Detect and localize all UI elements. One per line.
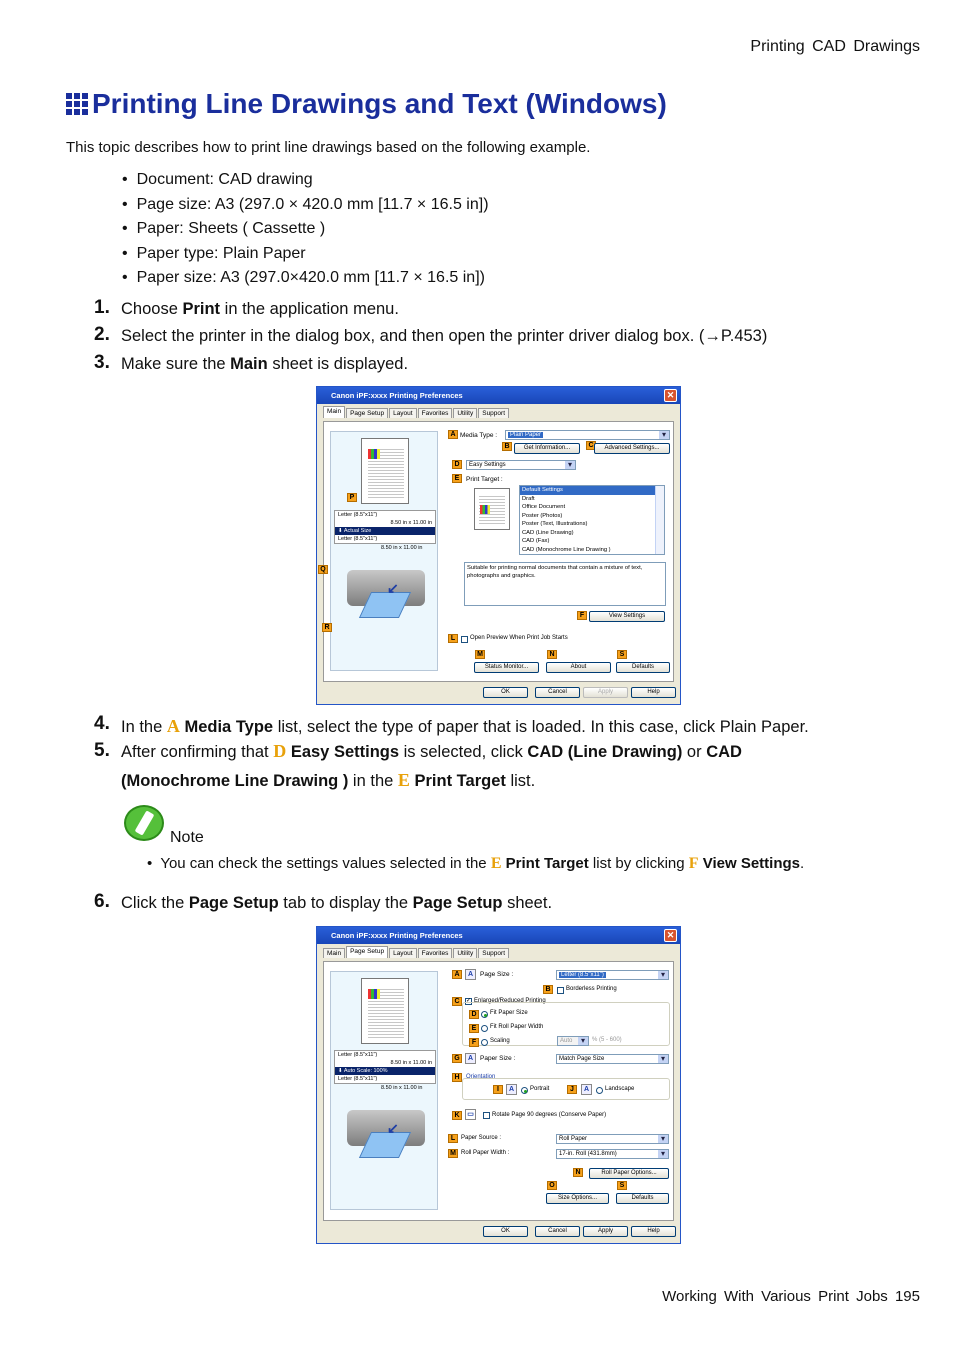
tab-page-setup[interactable]: Page Setup xyxy=(346,946,388,958)
callout-l: L xyxy=(448,1134,458,1143)
portrait-icon: A xyxy=(506,1084,517,1095)
step-text: is selected, click xyxy=(399,743,528,761)
callout-d: D xyxy=(452,460,462,469)
apply-button[interactable]: Apply xyxy=(583,1226,628,1237)
defaults-button[interactable]: Defaults xyxy=(616,662,670,673)
step-text: list. xyxy=(505,772,536,790)
scaling-label: Scaling xyxy=(490,1038,510,1044)
list-item: • Page size: A3 (297.0 × 420.0 mm [11.7 × 16.5 in]) xyxy=(122,193,489,218)
callout-letter: E xyxy=(490,855,502,872)
size-row: Letter (8.5"x11") xyxy=(338,512,378,518)
callout-a: A xyxy=(452,970,462,979)
callout-n: N xyxy=(547,650,557,659)
callout-letter: F xyxy=(688,855,699,872)
tab-utility[interactable]: Utility xyxy=(453,408,477,418)
close-icon[interactable]: ✕ xyxy=(664,929,677,942)
roll-width-label: Roll Paper Width : xyxy=(461,1150,510,1156)
advanced-settings-button[interactable]: Advanced Settings... xyxy=(594,443,670,454)
note-bold: Print Target xyxy=(505,855,589,872)
fit-paper-label: Fit Paper Size xyxy=(490,1010,528,1016)
callout-c: C xyxy=(586,441,596,450)
size-row-label: Actual Size xyxy=(343,528,372,534)
step-number: 5. xyxy=(94,740,110,761)
step-bold: Media Type xyxy=(184,718,274,736)
landscape-label: Landscape xyxy=(605,1086,635,1092)
step-text: In the xyxy=(121,718,167,736)
callout-letter: D xyxy=(273,741,287,761)
dialog-title: Canon iPF:xxxx Printing Preferences xyxy=(331,931,463,940)
step-bold: Page Setup xyxy=(188,894,279,912)
page-setup-sheet xyxy=(323,961,674,1221)
tab-support[interactable]: Support xyxy=(478,948,509,958)
callout-h: H xyxy=(452,1073,462,1082)
page-preview xyxy=(361,978,409,1044)
fit-roll-radio[interactable] xyxy=(481,1025,488,1032)
rotate-label: Rotate Page 90 degrees (Conserve Paper) xyxy=(492,1112,607,1118)
callout-e: E xyxy=(452,474,462,483)
print-target-thumbnail xyxy=(474,488,510,530)
tab-strip xyxy=(323,408,510,418)
grid-icon xyxy=(66,93,88,115)
paper-size-icon: A xyxy=(465,1053,476,1064)
cancel-button[interactable]: Cancel xyxy=(535,1226,580,1237)
step-5 xyxy=(94,740,894,795)
list-item[interactable]: Default Settings xyxy=(520,486,664,495)
borderless-label: Borderless Printing xyxy=(566,986,617,992)
step-bold: CAD (Line Drawing) xyxy=(527,743,683,761)
description-box: Suitable for printing normal documents that contain a mixture of text, photographs and graphics. xyxy=(464,562,666,606)
roll-width-select[interactable]: 17-in. Roll (431.8mm) ▾ xyxy=(556,1149,669,1159)
callout-s: S xyxy=(617,1181,627,1190)
step-bold: Print Target xyxy=(414,772,506,790)
note-part: . xyxy=(800,855,805,872)
step-number: 2. xyxy=(94,324,110,345)
callout-s: S xyxy=(617,650,627,659)
status-monitor-button[interactable]: Status Monitor... xyxy=(474,662,539,673)
tab-utility[interactable]: Utility xyxy=(453,948,477,958)
get-information-button[interactable]: Get Information... xyxy=(514,443,580,454)
intro-text: This topic describes how to print line drawings based on the following example. xyxy=(66,139,591,156)
step-text: in the xyxy=(348,772,398,790)
step-text: sheet is displayed. xyxy=(267,355,409,373)
page-size-label: Page Size : xyxy=(480,971,514,978)
step-text: After confirming that xyxy=(121,743,274,761)
callout-a: A xyxy=(448,430,458,439)
media-type-label: Media Type : xyxy=(460,432,498,439)
dialog-title-bar xyxy=(317,387,680,404)
running-header: Printing CAD Drawings xyxy=(750,38,920,55)
paper-size-label: Paper Size : xyxy=(480,1055,516,1062)
callout-d: D xyxy=(469,1010,479,1019)
help-button[interactable]: Help xyxy=(631,687,676,698)
list-item[interactable]: Poster (Photos) xyxy=(522,512,563,519)
orientation-label: Orientation xyxy=(466,1074,496,1080)
callout-g: G xyxy=(452,1054,462,1063)
portrait-label: Portrait xyxy=(530,1086,550,1092)
page-preview xyxy=(361,438,409,504)
callout-l: L xyxy=(448,634,458,643)
note-part: list by clicking xyxy=(588,855,689,872)
step-text: Make sure the xyxy=(121,355,231,373)
callout-letter: A xyxy=(166,716,180,736)
scaling-spinner[interactable]: Auto ▾ xyxy=(557,1036,589,1046)
callout-m: M xyxy=(475,650,485,659)
scaling-range: % (5 - 600) xyxy=(592,1037,622,1043)
tab-layout[interactable]: Layout xyxy=(389,948,417,958)
size-row: Letter (8.5"x11") xyxy=(338,1052,378,1058)
callout-b: B xyxy=(543,985,553,994)
example-list xyxy=(122,168,489,291)
list-item: • Document: CAD drawing xyxy=(122,168,489,193)
list-item[interactable]: Draft xyxy=(522,495,535,502)
roll-paper-options-button[interactable]: Roll Paper Options... xyxy=(589,1168,669,1179)
step-bold: Print xyxy=(182,300,221,318)
view-settings-button[interactable]: View Settings xyxy=(589,611,665,622)
step-bold: (Monochrome Line Drawing ) xyxy=(121,772,349,790)
callout-n: N xyxy=(573,1168,583,1177)
tab-support[interactable]: Support xyxy=(478,408,509,418)
size-info-box xyxy=(334,1050,436,1084)
callout-letter: E xyxy=(397,770,410,790)
scaling-radio[interactable] xyxy=(481,1039,488,1046)
tab-strip xyxy=(323,948,510,958)
step-text: list, select the type of paper that is loaded. In this case, click Plain Paper. xyxy=(273,718,809,736)
printer-image: ↙ xyxy=(341,564,433,626)
ok-button[interactable]: OK xyxy=(483,687,528,698)
list-item[interactable]: Poster (Text, Illustrations) xyxy=(522,521,588,527)
step-1 xyxy=(94,297,399,319)
step-bold: Main xyxy=(230,355,268,373)
callout-k: K xyxy=(452,1111,462,1120)
size-row-highlight: ⬇ Actual Size xyxy=(335,527,435,535)
portrait-radio[interactable] xyxy=(521,1087,528,1094)
enlarged-label: Enlarged/Reduced Printing xyxy=(474,998,546,1004)
close-icon[interactable]: ✕ xyxy=(664,389,677,402)
tab-main[interactable]: Main xyxy=(323,406,345,418)
size-row: 8.50 in x 11.00 in xyxy=(390,520,432,526)
preview-pane xyxy=(330,431,438,671)
size-row: 8.50 in x 11.00 in xyxy=(381,545,423,551)
easy-settings-select[interactable]: Easy Settings ▾ xyxy=(466,460,576,470)
open-preview-checkbox[interactable] xyxy=(461,636,468,643)
step-text: sheet. xyxy=(502,894,553,912)
paper-size-select[interactable]: Match Page Size ▾ xyxy=(556,1054,669,1064)
fit-paper-radio[interactable] xyxy=(481,1011,488,1018)
step-number: 4. xyxy=(94,713,110,734)
print-target-list[interactable] xyxy=(519,485,665,555)
callout-b: B xyxy=(502,442,512,451)
page-title-text: Printing Line Drawings and Text (Windows) xyxy=(92,88,667,119)
step-number: 1. xyxy=(94,297,110,318)
borderless-checkbox[interactable] xyxy=(557,987,564,994)
rotate-checkbox[interactable] xyxy=(483,1112,490,1119)
callout-m: M xyxy=(448,1149,458,1158)
rotate-page-icon: ▭ xyxy=(465,1109,476,1120)
list-item: • Paper size: A3 (297.0×420.0 mm [11.7 × 16.5 in]) xyxy=(122,266,489,291)
running-footer: Working With Various Print Jobs 195 xyxy=(662,1288,920,1305)
defaults-button[interactable]: Defaults xyxy=(616,1193,669,1204)
page-size-select[interactable] xyxy=(556,970,669,980)
size-row: Letter (8.5"x11") xyxy=(338,536,378,542)
tab-layout[interactable]: Layout xyxy=(389,408,417,418)
about-button[interactable]: About xyxy=(546,662,611,673)
tab-favorites[interactable]: Favorites xyxy=(418,948,453,958)
tab-page-setup[interactable]: Page Setup xyxy=(346,408,388,418)
step-6 xyxy=(94,891,553,913)
size-row: Letter (8.5"x11") xyxy=(338,1076,378,1082)
printing-preferences-page-setup-dialog xyxy=(316,926,681,1244)
tab-main[interactable]: Main xyxy=(323,948,345,958)
list-item: • Paper type: Plain Paper xyxy=(122,242,489,267)
list-item[interactable]: CAD (Monochrome Line Drawing ) xyxy=(522,546,611,553)
size-row-label: Auto Scale: 100% xyxy=(343,1068,388,1074)
note-part: You can check the settings values selected in the xyxy=(160,855,491,872)
note-label: Note xyxy=(170,829,204,846)
media-type-value: Plain Paper xyxy=(510,432,542,438)
step-text: Select the printer in the dialog box, and then open the printer driver dialog box. (→P.453) xyxy=(121,327,768,345)
step-bold: Page Setup xyxy=(412,894,503,912)
media-type-select[interactable] xyxy=(505,430,670,440)
list-scrollbar[interactable] xyxy=(655,486,664,554)
size-row-highlight: ⬇ Auto Scale: 100% xyxy=(335,1067,435,1075)
ok-button[interactable]: OK xyxy=(483,1226,528,1237)
step-number: 3. xyxy=(94,352,110,373)
list-item[interactable]: Office Document xyxy=(522,504,566,510)
paper-source-select[interactable]: Roll Paper ▾ xyxy=(556,1134,669,1144)
step-text: in the application menu. xyxy=(220,300,399,318)
help-button[interactable]: Help xyxy=(631,1226,676,1237)
printing-preferences-main-dialog xyxy=(316,386,681,705)
printer-image: ↙ xyxy=(341,1104,433,1166)
step-text: tab to display the xyxy=(278,894,413,912)
step-3 xyxy=(94,352,409,374)
step-bold: Easy Settings xyxy=(290,743,400,761)
size-info-box xyxy=(334,510,436,544)
callout-f: F xyxy=(577,611,587,620)
size-row: 8.50 in x 11.00 in xyxy=(390,1060,432,1066)
callout-i: I xyxy=(493,1085,503,1094)
preview-pane xyxy=(330,971,438,1210)
dialog-title-bar xyxy=(317,927,680,944)
list-item[interactable]: CAD (Fax) xyxy=(522,538,550,544)
open-preview-label: Open Preview When Print Job Starts xyxy=(470,635,568,641)
landscape-icon: A xyxy=(581,1084,592,1095)
fit-roll-label: Fit Roll Paper Width xyxy=(490,1024,544,1030)
enlarged-checkbox[interactable]: ✓ xyxy=(466,998,472,1004)
callout-o: O xyxy=(547,1181,557,1190)
note-text: • You can check the settings values selected in the E Print Target list by clicking F View Settings. xyxy=(147,855,805,872)
page-size-icon: A xyxy=(465,969,476,980)
print-target-label: Print Target : xyxy=(466,476,503,483)
main-sheet xyxy=(320,421,674,682)
step-4 xyxy=(94,713,809,737)
page-title xyxy=(66,88,667,120)
size-row: 8.50 in x 11.00 in xyxy=(381,1085,423,1091)
step-2 xyxy=(94,324,768,346)
callout-q: Q xyxy=(318,565,328,574)
callout-c: C xyxy=(452,997,462,1006)
tab-favorites[interactable]: Favorites xyxy=(418,408,453,418)
landscape-radio[interactable] xyxy=(596,1087,603,1094)
paper-source-label: Paper Source : xyxy=(461,1135,502,1141)
dialog-title: Canon iPF:xxxx Printing Preferences xyxy=(331,391,463,400)
callout-f: F xyxy=(469,1038,479,1047)
step-text: Click the xyxy=(121,894,189,912)
note-icon xyxy=(124,805,164,841)
callout-e: E xyxy=(469,1024,479,1033)
step-bold: CAD xyxy=(706,743,742,761)
list-item[interactable]: CAD (Line Drawing) xyxy=(522,529,574,536)
size-options-button[interactable]: Size Options... xyxy=(546,1193,609,1204)
step-text: or xyxy=(682,743,707,761)
callout-j: J xyxy=(567,1085,577,1094)
step-number: 6. xyxy=(94,891,110,912)
callout-p: P xyxy=(347,493,357,502)
cancel-button[interactable]: Cancel xyxy=(535,687,580,698)
note-bold: View Settings xyxy=(702,855,800,872)
step-text: Choose xyxy=(121,300,183,318)
apply-button[interactable]: Apply xyxy=(583,687,628,698)
page-size-value: Letter (8.5"x11") xyxy=(561,972,604,978)
list-item: • Paper: Sheets ( Cassette ) xyxy=(122,217,489,242)
callout-r: R xyxy=(322,623,332,632)
